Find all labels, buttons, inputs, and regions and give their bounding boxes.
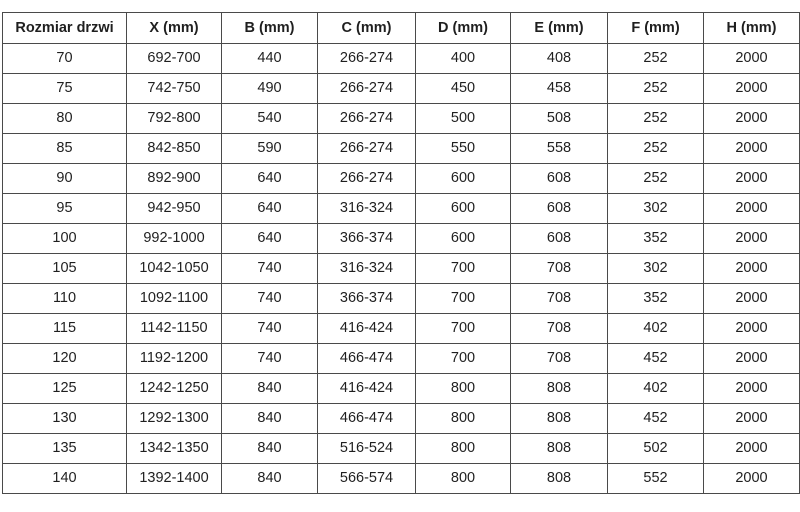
table-row	[3, 44, 800, 74]
table-cell: 450	[416, 74, 511, 104]
table-cell: 2000	[704, 344, 800, 374]
table-cell: 466-474	[318, 404, 416, 434]
table-cell: 840	[222, 374, 318, 404]
table-cell: 590	[222, 134, 318, 164]
table-cell: 800	[416, 404, 511, 434]
column-header: D (mm)	[416, 13, 511, 44]
table-cell: 1292-1300	[127, 404, 222, 434]
table-row	[3, 254, 800, 284]
table-cell: 110	[3, 284, 127, 314]
table-cell: 252	[608, 134, 704, 164]
table-row	[3, 284, 800, 314]
table-cell: 608	[511, 164, 608, 194]
column-header: B (mm)	[222, 13, 318, 44]
table-cell: 708	[511, 344, 608, 374]
table-cell: 992-1000	[127, 224, 222, 254]
table-cell: 100	[3, 224, 127, 254]
table-cell: 2000	[704, 254, 800, 284]
table-cell: 708	[511, 254, 608, 284]
table-cell: 266-274	[318, 164, 416, 194]
table-cell: 2000	[704, 44, 800, 74]
table-cell: 458	[511, 74, 608, 104]
table-cell: 700	[416, 254, 511, 284]
table-cell: 408	[511, 44, 608, 74]
table-cell: 130	[3, 404, 127, 434]
table-cell: 1092-1100	[127, 284, 222, 314]
table-row	[3, 224, 800, 254]
table-cell: 708	[511, 284, 608, 314]
table-cell: 692-700	[127, 44, 222, 74]
table-cell: 2000	[704, 374, 800, 404]
table-cell: 266-274	[318, 44, 416, 74]
table-cell: 800	[416, 374, 511, 404]
table-row	[3, 194, 800, 224]
table-cell: 95	[3, 194, 127, 224]
table-cell: 80	[3, 104, 127, 134]
table-cell: 75	[3, 74, 127, 104]
table-cell: 600	[416, 164, 511, 194]
table-cell: 500	[416, 104, 511, 134]
table-cell: 140	[3, 464, 127, 494]
table-cell: 90	[3, 164, 127, 194]
table-cell: 566-574	[318, 464, 416, 494]
table-cell: 792-800	[127, 104, 222, 134]
table-cell: 252	[608, 44, 704, 74]
table-cell: 1142-1150	[127, 314, 222, 344]
table-cell: 550	[416, 134, 511, 164]
table-cell: 2000	[704, 74, 800, 104]
table-header-row	[3, 13, 800, 44]
page	[0, 12, 800, 494]
table-cell: 1042-1050	[127, 254, 222, 284]
column-header: H (mm)	[704, 13, 800, 44]
table-cell: 252	[608, 104, 704, 134]
table-cell: 708	[511, 314, 608, 344]
table-cell: 600	[416, 224, 511, 254]
table-cell: 400	[416, 44, 511, 74]
table-cell: 105	[3, 254, 127, 284]
table-cell: 640	[222, 164, 318, 194]
table-cell: 2000	[704, 434, 800, 464]
table-cell: 252	[608, 164, 704, 194]
table-cell: 840	[222, 404, 318, 434]
table-cell: 266-274	[318, 104, 416, 134]
table-row	[3, 344, 800, 374]
table-cell: 516-524	[318, 434, 416, 464]
table-cell: 740	[222, 284, 318, 314]
table-cell: 252	[608, 74, 704, 104]
table-cell: 466-474	[318, 344, 416, 374]
table-cell: 2000	[704, 284, 800, 314]
table-cell: 700	[416, 314, 511, 344]
table-cell: 302	[608, 254, 704, 284]
table-cell: 1242-1250	[127, 374, 222, 404]
table-cell: 85	[3, 134, 127, 164]
table-cell: 842-850	[127, 134, 222, 164]
column-header: X (mm)	[127, 13, 222, 44]
table-cell: 840	[222, 464, 318, 494]
table-cell: 2000	[704, 134, 800, 164]
table-cell: 808	[511, 404, 608, 434]
table-row	[3, 404, 800, 434]
table-cell: 302	[608, 194, 704, 224]
table-cell: 540	[222, 104, 318, 134]
table-cell: 366-374	[318, 284, 416, 314]
table-row	[3, 374, 800, 404]
table-row	[3, 464, 800, 494]
table-cell: 700	[416, 344, 511, 374]
column-header: C (mm)	[318, 13, 416, 44]
table-cell: 366-374	[318, 224, 416, 254]
column-header: Rozmiar drzwi	[3, 13, 127, 44]
table-cell: 2000	[704, 224, 800, 254]
table-cell: 352	[608, 284, 704, 314]
table-cell: 740	[222, 254, 318, 284]
table-row	[3, 104, 800, 134]
table-cell: 800	[416, 434, 511, 464]
table-cell: 558	[511, 134, 608, 164]
table-row	[3, 314, 800, 344]
table-cell: 1192-1200	[127, 344, 222, 374]
table-cell: 808	[511, 374, 608, 404]
table-cell: 2000	[704, 404, 800, 434]
table-cell: 892-900	[127, 164, 222, 194]
table-cell: 608	[511, 224, 608, 254]
column-header: F (mm)	[608, 13, 704, 44]
table-cell: 740	[222, 344, 318, 374]
table-cell: 452	[608, 344, 704, 374]
table-cell: 608	[511, 194, 608, 224]
table-cell: 508	[511, 104, 608, 134]
table-cell: 2000	[704, 164, 800, 194]
table-cell: 316-324	[318, 194, 416, 224]
table-cell: 800	[416, 464, 511, 494]
table-cell: 2000	[704, 314, 800, 344]
table-cell: 840	[222, 434, 318, 464]
table-cell: 808	[511, 434, 608, 464]
table-cell: 115	[3, 314, 127, 344]
table-row	[3, 434, 800, 464]
table-cell: 2000	[704, 194, 800, 224]
table-cell: 502	[608, 434, 704, 464]
column-header: E (mm)	[511, 13, 608, 44]
table-cell: 266-274	[318, 134, 416, 164]
table-cell: 1392-1400	[127, 464, 222, 494]
table-cell: 416-424	[318, 314, 416, 344]
table-cell: 70	[3, 44, 127, 74]
table-row	[3, 134, 800, 164]
table-cell: 416-424	[318, 374, 416, 404]
table-cell: 120	[3, 344, 127, 374]
table-cell: 440	[222, 44, 318, 74]
table-body	[3, 44, 800, 494]
table-cell: 1342-1350	[127, 434, 222, 464]
table-cell: 640	[222, 224, 318, 254]
table-cell: 942-950	[127, 194, 222, 224]
table-cell: 740	[222, 314, 318, 344]
table-cell: 125	[3, 374, 127, 404]
table-cell: 2000	[704, 104, 800, 134]
table-cell: 700	[416, 284, 511, 314]
table-cell: 552	[608, 464, 704, 494]
table-cell: 640	[222, 194, 318, 224]
table-cell: 600	[416, 194, 511, 224]
table-cell: 402	[608, 314, 704, 344]
table-cell: 742-750	[127, 74, 222, 104]
door-size-table	[2, 12, 800, 494]
table-cell: 135	[3, 434, 127, 464]
table-cell: 452	[608, 404, 704, 434]
table-cell: 402	[608, 374, 704, 404]
table-cell: 2000	[704, 464, 800, 494]
table-cell: 352	[608, 224, 704, 254]
table-cell: 808	[511, 464, 608, 494]
table-row	[3, 74, 800, 104]
table-cell: 316-324	[318, 254, 416, 284]
table-cell: 490	[222, 74, 318, 104]
table-cell: 266-274	[318, 74, 416, 104]
table-header	[3, 13, 800, 44]
table-row	[3, 164, 800, 194]
